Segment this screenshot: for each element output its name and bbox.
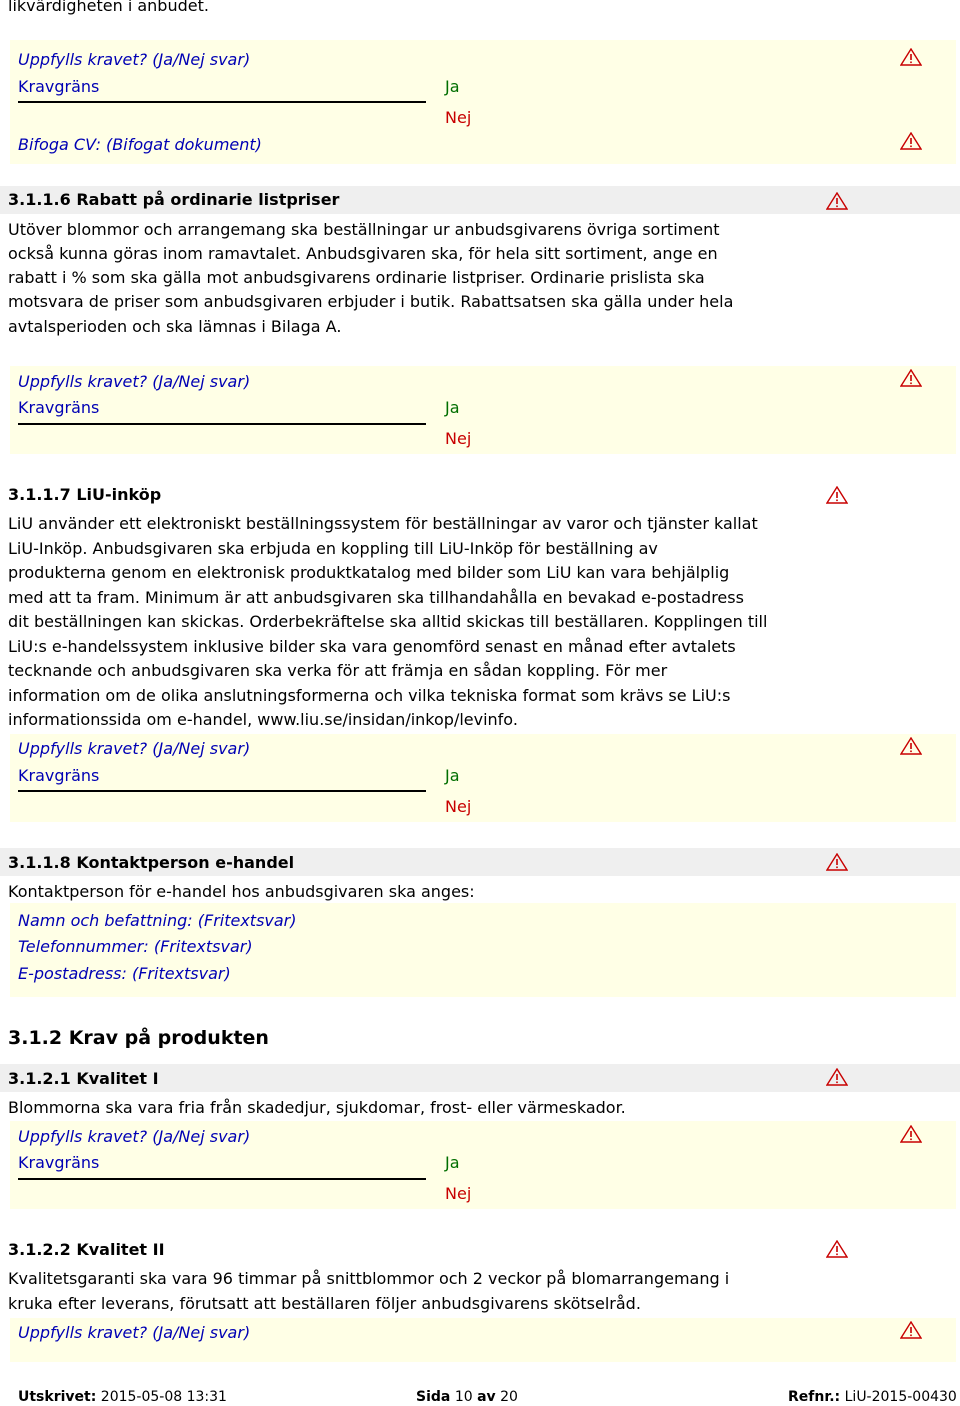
question-label: Uppfylls kravet? (Ja/Nej svar)	[18, 739, 251, 758]
continuation-text: likvärdigheten i anbudet.	[8, 0, 209, 15]
question-label: Uppfylls kravet? (Ja/Nej svar)	[18, 1323, 251, 1342]
section-heading-3122: 3.1.2.2 Kvalitet II	[8, 1240, 165, 1259]
body-text: LiU använder ett elektroniskt beställningssystem för beställningar av varor och tjänster kallat	[8, 514, 758, 533]
body-text: information om de olika anslutningsformerna och vilka tekniska format som krävs se LiU:s	[8, 686, 731, 705]
section-heading-3118: 3.1.1.8 Kontaktperson e-handel	[8, 853, 295, 872]
attach-label[interactable]: Bifoga CV: (Bifogat dokument)	[18, 135, 262, 154]
page-number: 10	[454, 1389, 473, 1405]
warning-triangle-icon	[900, 369, 922, 387]
kravgrans-label: Kravgräns	[18, 77, 100, 96]
warning-triangle-icon	[826, 853, 848, 871]
body-text: kruka efter leverans, förutsatt att beställaren följer anbudsgivarens skötselråd.	[8, 1294, 641, 1313]
option-yes[interactable]: Ja	[445, 77, 460, 96]
body-text: rabatt i % som ska gälla mot anbudsgivarens ordinarie listpriser. Ordinarie prislista ska	[8, 268, 705, 287]
option-no[interactable]: Nej	[445, 1184, 472, 1203]
option-no[interactable]: Nej	[445, 429, 472, 448]
page-label: Sida	[416, 1389, 451, 1405]
warning-triangle-icon	[900, 737, 922, 755]
kravgrans-label: Kravgräns	[18, 766, 100, 785]
option-yes[interactable]: Ja	[445, 766, 460, 785]
warning-triangle-icon	[826, 1240, 848, 1258]
warning-triangle-icon	[826, 486, 848, 504]
question-label: Uppfylls kravet? (Ja/Nej svar)	[18, 372, 251, 391]
question-label: Uppfylls kravet? (Ja/Nej svar)	[18, 50, 251, 69]
section-heading-312: 3.1.2 Krav på produkten	[8, 1027, 269, 1049]
body-text: motsvara de priser som anbudsgivaren erbjuder i butik. Rabattsatsen ska gälla under hela	[8, 292, 734, 311]
warning-triangle-icon	[826, 192, 848, 210]
answer-underline	[18, 790, 426, 792]
body-text: också kunna göras inom ramavtalet. Anbudsgivaren ska, för hela sitt sortiment, ange en	[8, 244, 718, 263]
footer-page	[416, 1389, 518, 1405]
body-text: LiU-Inköp. Anbudsgivaren ska erbjuda en koppling till LiU-Inköp för beställning av	[8, 539, 658, 558]
body-text: med att ta fram. Minimum är att anbudsgivaren ska tillhandahålla en bevakad e-postadress	[8, 588, 744, 607]
section-heading-3116: 3.1.1.6 Rabatt på ordinarie listpriser	[8, 190, 340, 209]
answer-underline	[18, 1178, 426, 1180]
section-heading-3117: 3.1.1.7 LiU-inköp	[8, 485, 162, 504]
body-text: Utöver blommor och arrangemang ska beställningar ur anbudsgivarens övriga sortiment	[8, 220, 720, 239]
warning-triangle-icon	[900, 48, 922, 66]
ref-value: LiU-2015-00430	[844, 1389, 957, 1405]
section-heading-3121: 3.1.2.1 Kvalitet I	[8, 1069, 159, 1088]
footer-ref	[788, 1389, 957, 1405]
footer-printed	[18, 1389, 227, 1405]
option-no[interactable]: Nej	[445, 108, 472, 127]
answer-underline	[18, 101, 426, 103]
body-text: LiU:s e-handelssystem inklusive bilder ska vara genomförd senast en månad efter avtalets	[8, 637, 736, 656]
option-yes[interactable]: Ja	[445, 1153, 460, 1172]
page-total: 20	[500, 1389, 518, 1405]
page-of: av	[477, 1389, 496, 1405]
body-text: avtalsperioden och ska lämnas i Bilaga A.	[8, 317, 342, 336]
printed-label: Utskrivet:	[18, 1389, 97, 1405]
body-text: tecknande och anbudsgivaren ska verka för att främja en sådan koppling. För mer	[8, 661, 668, 680]
body-text: dit beställningen kan skickas. Orderbekräftelse ska alltid skickas till beställaren. Kopplingen till	[8, 612, 768, 631]
field-name-title[interactable]: Namn och befattning: (Fritextsvar)	[18, 911, 297, 930]
printed-value: 2015-05-08 13:31	[100, 1389, 227, 1405]
body-text: Kvalitetsgaranti ska vara 96 timmar på snittblommor och 2 veckor på blomarrangemang i	[8, 1269, 730, 1288]
body-text: Blommorna ska vara fria från skadedjur, sjukdomar, frost- eller värmeskador.	[8, 1098, 626, 1117]
field-phone[interactable]: Telefonnummer: (Fritextsvar)	[18, 937, 253, 956]
question-label: Uppfylls kravet? (Ja/Nej svar)	[18, 1127, 251, 1146]
warning-triangle-icon	[900, 132, 922, 150]
body-text: informationssida om e-handel, www.liu.se/insidan/inkop/levinfo.	[8, 710, 518, 729]
option-no[interactable]: Nej	[445, 797, 472, 816]
ref-label: Refnr.:	[788, 1389, 841, 1405]
kravgrans-label: Kravgräns	[18, 1153, 100, 1172]
option-yes[interactable]: Ja	[445, 398, 460, 417]
warning-triangle-icon	[900, 1321, 922, 1339]
body-text: produkterna genom en elektronisk produktkatalog med bilder som LiU kan vara behjälplig	[8, 563, 730, 582]
kravgrans-label: Kravgräns	[18, 398, 100, 417]
warning-triangle-icon	[900, 1125, 922, 1143]
field-email[interactable]: E-postadress: (Fritextsvar)	[18, 964, 231, 983]
answer-underline	[18, 423, 426, 425]
warning-triangle-icon	[826, 1068, 848, 1086]
body-text: Kontaktperson för e-handel hos anbudsgivaren ska anges:	[8, 882, 475, 901]
